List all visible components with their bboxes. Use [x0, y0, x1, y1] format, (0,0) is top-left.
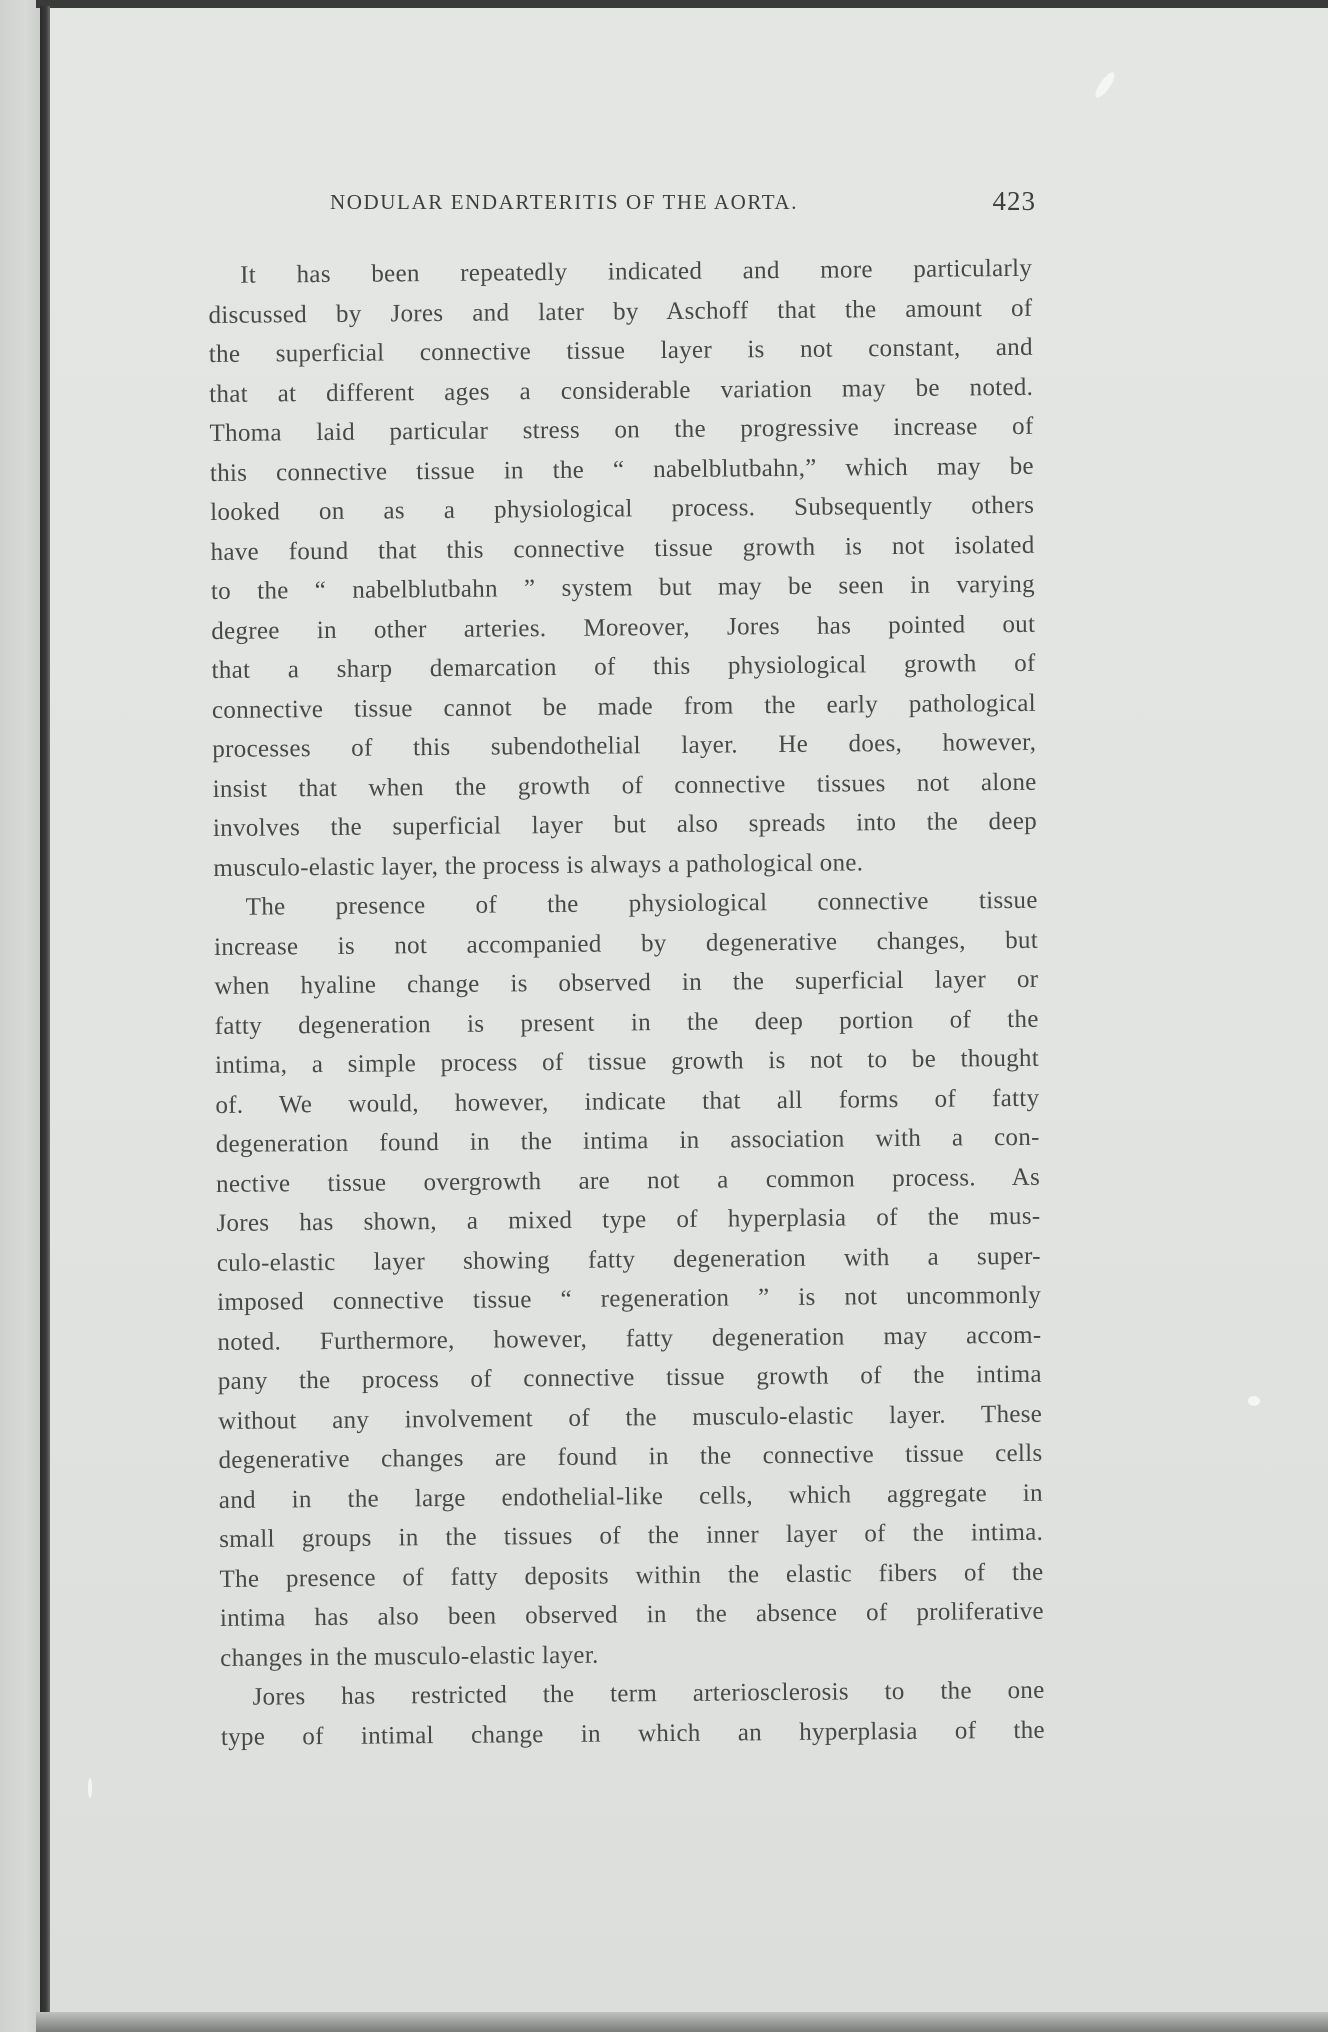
text-line: imposed connective tissue “ regeneration ” is not uncommonly: [217, 1281, 1042, 1316]
text-line: intima, a simple process of tissue growth is not to be thought: [214, 1044, 1040, 1079]
text-line: type of intimal change in which an hyperplasia of the: [220, 1716, 1046, 1751]
text-line: intima has also been observed in the absence of proliferative: [219, 1597, 1044, 1632]
text-line: nective tissue overgrowth are not a common process. As: [215, 1163, 1041, 1198]
text-line: to the “ nabelblutbahn ” system but may be seen in varying: [210, 570, 1036, 605]
paper-speck: [88, 1778, 92, 1798]
text-line: processes of this subendothelial layer. He does, however,: [212, 728, 1037, 763]
text-line: noted. Furthermore, however, fatty degeneration may accom-: [217, 1321, 1042, 1356]
text-line: Jores has shown, a mixed type of hyperplasia of the mus-: [216, 1202, 1041, 1237]
text-line: of. We would, however, indicate that all forms of fatty: [215, 1084, 1040, 1119]
scan-bottom-border: [36, 2012, 1328, 2032]
text-line: musculo-elastic layer, the process is always a pathological one.: [213, 848, 864, 882]
text-line: It has been repeatedly indicated and more particularly: [240, 254, 1033, 289]
text-line: insist that when the growth of connective tissues not alone: [212, 768, 1037, 803]
text-line: that a sharp demarcation of this physiological growth of: [211, 649, 1036, 684]
text-line: Jores has restricted the term arteriosclerosis to the one: [252, 1676, 1045, 1711]
text-line: involves the superficial layer but also spreads into the deep: [212, 807, 1038, 842]
text-line: The presence of fatty deposits within the elastic fibers of the: [219, 1558, 1044, 1593]
text-line: pany the process of connective tissue growth of the intima: [217, 1360, 1042, 1395]
text-line: looked on as a physiological process. Subsequently others: [210, 491, 1035, 526]
text-line: discussed by Jores and later by Aschoff that the amount of: [208, 294, 1033, 329]
text-line: and in the large endothelial-like cells, which aggregate in: [218, 1479, 1043, 1514]
running-title: NODULAR ENDARTERITIS OF THE AORTA.: [330, 190, 799, 214]
paper-speck: [1248, 1396, 1260, 1406]
text-line: degenerative changes are found in the connective tissue cells: [218, 1439, 1043, 1474]
text-line: have found that this connective tissue growth is not isolated: [210, 531, 1035, 566]
body-text: [208, 249, 1045, 1757]
text-line: the superficial connective tissue layer is not constant, and: [208, 333, 1033, 368]
text-line: increase is not accompanied by degenerative changes, but: [213, 926, 1039, 961]
text-line: without any involvement of the musculo-elastic layer. These: [218, 1400, 1043, 1435]
text-line: Thoma laid particular stress on the progressive increase of: [209, 412, 1034, 447]
text-line: degeneration found in the intima in association with a con-: [215, 1123, 1040, 1158]
text-line: fatty degeneration is present in the deep portion of the: [214, 1005, 1039, 1040]
text-line: culo-elastic layer showing fatty degeneration with a super-: [216, 1242, 1041, 1277]
text-line: connective tissue cannot be made from the early pathological: [211, 689, 1037, 724]
text-line: small groups in the tissues of the inner layer of the intima.: [219, 1518, 1044, 1553]
book-spine-shadow: [40, 6, 50, 2032]
text-line: The presence of the physiological connective tissue: [245, 886, 1038, 921]
text-line: when hyaline change is observed in the superficial layer or: [214, 965, 1039, 1000]
text-line: this connective tissue in the “ nabelblutbahn,” which may be: [209, 452, 1034, 487]
page-number: 423: [992, 186, 1036, 216]
scan-top-border: [36, 0, 1328, 8]
facing-page-edge: [0, 0, 42, 2032]
text-line: that at different ages a considerable variation may be noted.: [209, 373, 1034, 408]
text-line: degree in other arteries. Moreover, Jores has pointed out: [211, 610, 1036, 645]
text-line: changes in the musculo-elastic layer.: [220, 1641, 599, 1672]
running-header: [330, 186, 1042, 226]
